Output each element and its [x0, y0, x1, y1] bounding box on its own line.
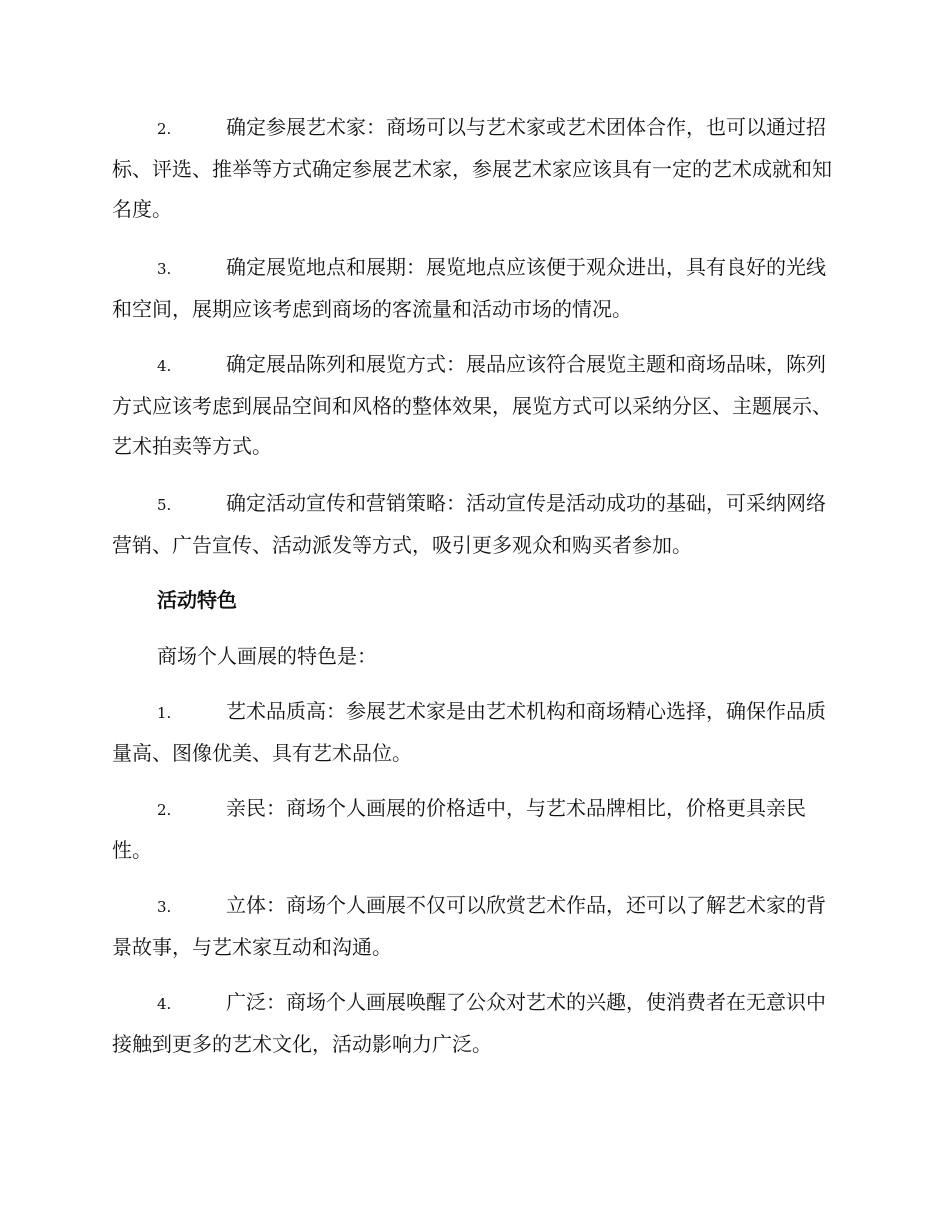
feature-item-3 — [112, 885, 838, 967]
feature-item-2 — [112, 788, 838, 870]
list-number: 5. — [157, 496, 172, 514]
feature-item-1 — [112, 691, 838, 773]
list-item-text: 广泛：商场个人画展唤醒了公众对艺术的兴趣，使消费者在无意识中接触到更多的艺术文化，活动影响力广泛。 — [112, 990, 826, 1056]
step-item-3 — [112, 247, 838, 329]
list-number: 3. — [157, 898, 172, 916]
list-item-text: 确定展品陈列和展览方式：展品应该符合展览主题和商场品味，陈列方式应该考虑到展品空间和风格的整体效果，展览方式可以采纳分区、主题展示、艺术拍卖等方式。 — [112, 352, 832, 458]
list-number: 1. — [157, 704, 172, 722]
list-item-text: 亲民：商场个人画展的价格适中，与艺术品牌相比，价格更具亲民性。 — [112, 796, 806, 862]
step-item-4 — [112, 344, 838, 466]
list-item-text: 确定展览地点和展期：展览地点应该便于观众进出，具有良好的光线和空间，展期应该考虑到商场的客流量和活动市场的情况。 — [112, 255, 826, 321]
list-number: 3. — [157, 260, 172, 278]
step-item-2 — [112, 107, 838, 229]
list-item-text: 艺术品质高：参展艺术家是由艺术机构和商场精心选择，确保作品质量高、图像优美、具有艺术品位。 — [112, 699, 826, 765]
list-number: 4. — [157, 357, 172, 375]
section-heading: 活动特色 — [157, 588, 237, 612]
intro-paragraph: 商场个人画展的特色是： — [157, 644, 377, 668]
list-number: 2. — [157, 120, 172, 138]
list-number: 2. — [157, 801, 172, 819]
list-item-text: 确定活动宣传和营销策略：活动宣传是活动成功的基础，可采纳网络营销、广告宣传、活动派发等方式，吸引更多观众和购买者参加。 — [112, 491, 826, 557]
feature-item-4 — [112, 982, 838, 1064]
step-item-5 — [112, 483, 838, 565]
list-item-text: 立体：商场个人画展不仅可以欣赏艺术作品，还可以了解艺术家的背景故事，与艺术家互动和沟通。 — [112, 893, 826, 959]
list-number: 4. — [157, 995, 172, 1013]
list-item-text: 确定参展艺术家：商场可以与艺术家或艺术团体合作，也可以通过招标、评选、推举等方式确定参展艺术家，参展艺术家应该具有一定的艺术成就和知名度。 — [112, 115, 832, 221]
